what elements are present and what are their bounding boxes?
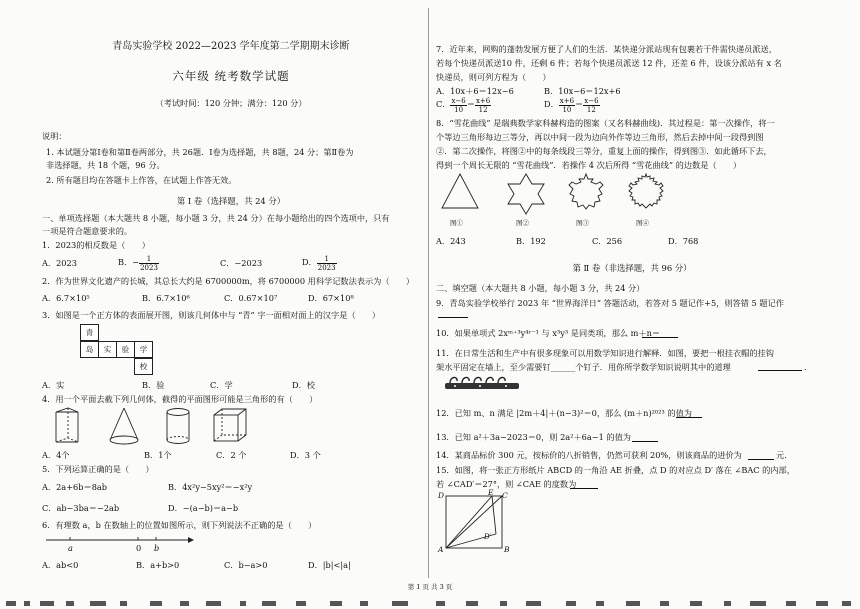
q7-stem-b: 若每个快递员派送10 件，还剩 6 件；若每个快递员派送 12 件，还差 6 件，设该分派站有 x 名 bbox=[436, 58, 782, 68]
net-cell-4: 验 bbox=[116, 341, 135, 358]
q1-option-b bbox=[118, 252, 159, 272]
q5-option-d: D．−(a−b)＝a−b bbox=[168, 503, 239, 513]
q10-text: 10．如果单项式 2xᵐ⁺³y⁴ʳ⁻¹ 与 x³y³ 是同类项，那么 m＋n＝ bbox=[436, 328, 661, 338]
net-cell-1: 青 bbox=[80, 324, 99, 341]
q1-option-c: C．−2023 bbox=[220, 258, 263, 268]
q11-stem-a: 11．在日常生活和生产中有很多现象可以用数学知识进行解释．如图，要把一根挂衣帽的挂钩 bbox=[436, 348, 774, 358]
q6-option-a: A．ab<0 bbox=[42, 560, 79, 570]
net-cell-2: 岛 bbox=[80, 341, 99, 358]
part2-intro: 二、填空题（本大题共 8 小题，每小题 3 分，共 24 分） bbox=[436, 283, 645, 293]
part1-intro-b: 一项是符合题意要求的。 bbox=[42, 226, 133, 236]
q9-text: 9．青岛实验学校举行 2023 年 “世界海洋日” 答题活动，若答对 5 题记作+5，则答错 5 题记作 bbox=[436, 298, 784, 308]
q1-b-prefix: B．− bbox=[118, 257, 140, 267]
q7-stem-c: 快递员，则可列方程为（ ） bbox=[436, 72, 551, 82]
q1-d-fraction: $\frac{1}{2023}$ bbox=[317, 254, 336, 272]
q4-option-a: A．4个 bbox=[42, 450, 70, 460]
q8-option-a: A．243 bbox=[436, 236, 466, 246]
q5-option-a: A．2a+6b＝8ab bbox=[42, 482, 108, 492]
q2-option-d: D．67×10⁸ bbox=[308, 293, 354, 303]
koch-label-2: 图② bbox=[516, 219, 529, 227]
q14-unit: 元. bbox=[776, 450, 787, 460]
q8-option-b: B．192 bbox=[516, 236, 546, 246]
notes-heading: 说明： bbox=[42, 131, 67, 141]
q8-stem-c: ②．第二次操作，将图②中的每条线段三等分，重复上面的操作，得到图③．如此循环下去， bbox=[436, 146, 772, 156]
q2-stem: 2．作为世界文化遗产的长城，其总长大约是 6700000m，将 6700000 用科学记数法表示为（ ） bbox=[42, 276, 415, 286]
q4-solids bbox=[52, 406, 252, 448]
point-a-label: A bbox=[438, 545, 444, 554]
q2-option-c: C．0.67×10⁷ bbox=[224, 293, 278, 303]
exam-title: 六年级 统考数学试题 bbox=[172, 69, 290, 83]
q5-stem: 5．下列运算正确的是（ ） bbox=[42, 464, 154, 474]
q15-stem-b: 若 ∠CAD′＝27°，则 ∠CAE 的度数为 bbox=[436, 479, 577, 489]
school-title: 青岛实验学校 2022—2023 学年度第二学期期末诊断 bbox=[112, 41, 350, 52]
q4-option-d: D．3 个 bbox=[290, 450, 321, 460]
q6-stem: 6．有理数 a，b 在数轴上的位置如图所示，则下列说法不正确的是（ ） bbox=[42, 520, 317, 530]
scan-edge-strip bbox=[0, 598, 860, 609]
q13-text: 13．已知 a²＋3a−2023＝0，则 2a²＋6a−1 的值为 bbox=[436, 432, 631, 442]
q7-c-frac-1: $\frac{x-6}{10}$ bbox=[451, 96, 466, 114]
net-cell-3: 实 bbox=[98, 341, 117, 358]
number-line-label-a: a bbox=[68, 543, 73, 553]
q8-stem-d: 得到一个周长无限的 “雪花曲线”．若操作 4 次后所得 “雪花曲线” 的边数是（ ） bbox=[436, 160, 742, 170]
part2-heading: 第 Ⅱ 卷（非选择题，共 96 分） bbox=[572, 263, 692, 273]
koch-label-4: 图④ bbox=[636, 219, 649, 227]
q8-stem-a: 8．“雪花曲线” 是瑞典数学家科赫构造的图案（又名科赫曲线)．其过程是：第一次操作，将一 bbox=[436, 118, 775, 128]
q3-option-b: B．验 bbox=[142, 380, 165, 390]
koch-label-1: 图① bbox=[450, 219, 463, 227]
exam-info: （考试时间：120 分钟；满分：120 分） bbox=[155, 98, 307, 108]
q7-option-b: B．10x−6＝12x+6 bbox=[544, 86, 621, 96]
q14-text: 14．某商品标价 300 元，按标价的八折销售，仍然可获利 20%，则该商品的进价为 bbox=[436, 450, 742, 460]
koch-stage-1 bbox=[442, 174, 478, 208]
q9-answer-blank[interactable] bbox=[438, 309, 468, 318]
q5-option-b: B．4x²y−5xy²＝−x²y bbox=[168, 482, 253, 492]
cylinder-figure bbox=[167, 409, 189, 444]
cone-figure bbox=[110, 408, 138, 444]
q11-stem-b: 架水平固定在墙上，至少需要钉______个钉子．用你所学数学知识说明其中的道理 bbox=[436, 362, 731, 372]
q7-c-frac-2: $\frac{x+6}{12}$ bbox=[475, 96, 491, 114]
note-1b: 非选择题，共 18 个题，96 分。 bbox=[46, 160, 165, 170]
net-cell-5: 学 bbox=[134, 341, 153, 358]
q10-answer-blank[interactable] bbox=[642, 329, 678, 338]
note-1a: 1. 本试题分第Ⅰ卷和第Ⅱ卷两部分，共 26题．Ⅰ卷为选择题，共 8题，24 分；第Ⅱ卷为 bbox=[46, 147, 354, 157]
q7-d-frac-2: $\frac{x-6}{12}$ bbox=[584, 96, 599, 114]
q4-option-c: C．2 个 bbox=[216, 450, 247, 460]
q4-option-b: B．1个 bbox=[144, 450, 172, 460]
q7-stem-a: 7．近年来，网购的蓬勃发展方便了人们的生活．某快递分派站现有包裹若干件需快递员派送， bbox=[436, 44, 777, 54]
q13-answer-blank[interactable] bbox=[632, 433, 658, 442]
q3-option-d: D．校 bbox=[292, 380, 315, 390]
koch-stage-4 bbox=[629, 174, 663, 208]
q1-option-d bbox=[302, 252, 337, 272]
koch-stage-2 bbox=[508, 174, 544, 214]
q11-reason-blank[interactable] bbox=[758, 362, 802, 371]
q1-d-prefix: D． bbox=[302, 257, 317, 267]
square-fold-figure bbox=[442, 494, 508, 552]
cube-figure bbox=[214, 409, 246, 441]
q3-option-a: A．实 bbox=[42, 380, 65, 390]
point-dprime-label: D′ bbox=[484, 533, 492, 541]
koch-figures bbox=[440, 172, 670, 222]
page-footer: 第 1 页 共 3 页 bbox=[407, 583, 453, 591]
number-line-label-0: 0 bbox=[136, 543, 142, 553]
net-cell-6: 校 bbox=[134, 358, 153, 375]
q1-option-a: A．2023 bbox=[42, 258, 77, 268]
coat-hook-rack bbox=[444, 374, 524, 396]
q1-b-fraction: $\frac{1}{2023}$ bbox=[140, 254, 158, 272]
q12-text: 12．已知 m、n 满足 |2m＋4|＋(n−3)²＝0，那么 (m＋n)²⁰²³ 的值为 bbox=[436, 408, 692, 418]
number-line-label-b: b bbox=[154, 543, 160, 553]
q6-option-b: B．a+b>0 bbox=[136, 560, 180, 570]
q7-option-a: A．10x＋6＝12x−6 bbox=[436, 86, 514, 96]
point-b-label: B bbox=[504, 545, 510, 554]
note-2: 2. 所有题目均在答题卡上作答，在试题上作答无效。 bbox=[46, 175, 237, 185]
q8-option-c: C．256 bbox=[592, 236, 623, 246]
q11-tail: . bbox=[804, 362, 807, 372]
q3-stem: 3．如图是一个正方体的表面展开图，则该几何体中与 “青” 字一面相对面上的汉字是（ ） bbox=[42, 310, 381, 320]
q6-option-d: D．|b|<|a| bbox=[308, 560, 351, 570]
q15-stem-a: 15．如图，将一张正方形纸片 ABCD 的一角沿 AE 折叠，点 D 的对应点 D′ 落在 ∠BAC 的内部， bbox=[436, 465, 795, 475]
point-c-label: C bbox=[502, 491, 508, 500]
q7-d-frac-1: $\frac{x+6}{10}$ bbox=[559, 96, 575, 114]
q2-option-b: B．6.7×10⁶ bbox=[142, 293, 190, 303]
q3-option-c: C．学 bbox=[210, 380, 233, 390]
q15-answer-blank[interactable] bbox=[570, 480, 598, 489]
q2-option-a: A．6.7×10⁵ bbox=[42, 293, 90, 303]
q5-option-c: C．ab−3ba＝−2ab bbox=[42, 503, 120, 513]
part1-heading: 第 Ⅰ 卷（选择题，共 24 分） bbox=[176, 196, 286, 206]
column-divider bbox=[428, 8, 429, 578]
q1-stem: 1．2023的相反数是（ ） bbox=[42, 240, 150, 250]
point-d-label: D bbox=[438, 491, 445, 500]
koch-stage-3 bbox=[569, 174, 603, 209]
q6-option-c: C．b−a>0 bbox=[224, 560, 268, 570]
q8-stem-b: 个等边三角形每边三等分，再以中间一段为边向外作等边三角形，然后去掉中间一段得到图 bbox=[436, 132, 764, 142]
q8-option-d: D．768 bbox=[668, 236, 699, 246]
q7-option-d: D． $\frac{x+6}{10}$ ＝ $\frac{x-6}{12}$ bbox=[544, 96, 599, 114]
prism-figure bbox=[56, 408, 78, 442]
q14-answer-blank[interactable] bbox=[748, 451, 774, 460]
koch-label-3: 图③ bbox=[576, 219, 589, 227]
q4-stem: 4．用一个平面去截下列几何体，截得的平面图形可能是三角形的有（ ） bbox=[42, 394, 318, 404]
q12-answer-blank[interactable] bbox=[676, 409, 702, 418]
point-e-label: E bbox=[488, 488, 494, 497]
q7-option-c: C． $\frac{x-6}{10}$ ＝ $\frac{x+6}{12}$ bbox=[436, 96, 491, 114]
part1-intro-a: 一、单项选择题（本大题共 8 小题，每小题 3 分，共 24 分）在每小题给出的四个选项中，只有 bbox=[42, 213, 390, 223]
